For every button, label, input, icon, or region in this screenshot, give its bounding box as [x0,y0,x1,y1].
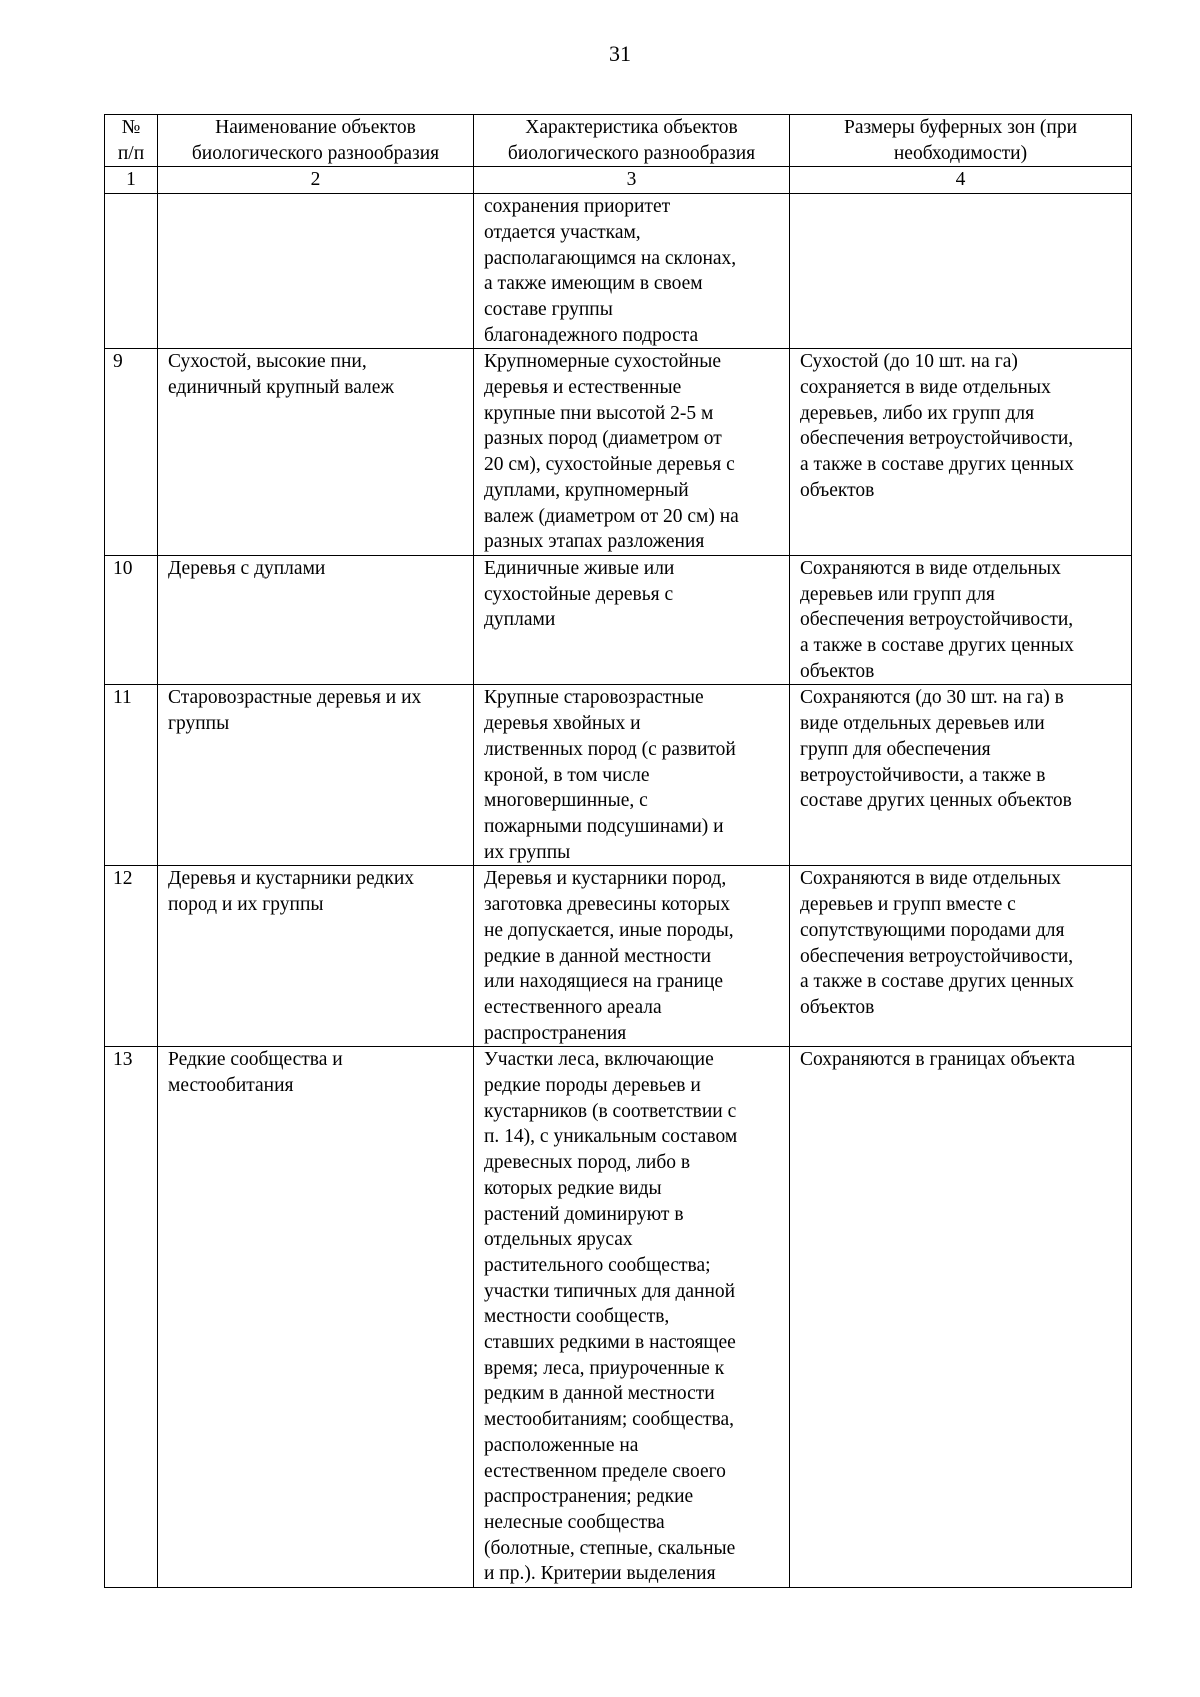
buffer-zone-cell [790,194,1132,349]
header-row [105,115,1132,167]
column-number: 2 [158,167,474,194]
header-number: № п/п [105,115,158,167]
object-name-cell [158,194,474,349]
buffer-zone-cell: Сухостой (до 10 шт. на га) сохраняется в виде отдельных деревьев, либо их групп для обеспечения ветроустойчивости, а также в составе других ценных объектов [790,349,1132,556]
column-number-row [105,167,1132,194]
biodiversity-objects-table [104,114,1132,1588]
object-name-cell: Сухостой, высокие пни, единичный крупный валеж [158,349,474,556]
characteristic-cell: Единичные живые или сухостойные деревья с дуплами [474,555,790,685]
characteristic-cell: Участки леса, включающие редкие породы деревьев и кустарников (в соответствии с п. 14), с уникальным составом древесных пород, либо в которых редкие виды растений доминируют в отдельных ярусах растительного сообщества; участки типичных для данной местности сообществ, ставших редкими в настоящее время; леса, приуроченные к редким в данной местности местообитаниям; сообщества, расположенные на естественном пределе своего распространения; редкие нелесные сообщества (болотные, степные, скальные и пр.). Критерии выделения [474,1047,790,1588]
buffer-zone-cell: Сохраняются в границах объекта [790,1047,1132,1588]
row-number: 9 [105,349,158,556]
row-number: 12 [105,866,158,1047]
header-characteristic: Характеристика объектов биологического разнообразия [474,115,790,167]
characteristic-cell: Крупные старовозрастные деревья хвойных и лиственных пород (с развитой кроной, в том числе многовершинные, с пожарными подсушинами) и их группы [474,685,790,866]
row-number: 13 [105,1047,158,1588]
object-name-cell: Деревья и кустарники редких пород и их группы [158,866,474,1047]
object-name-cell: Деревья с дуплами [158,555,474,685]
buffer-zone-cell: Сохраняются (до 30 шт. на га) в виде отдельных деревьев или групп для обеспечения ветроустойчивости, а также в составе других ценных объектов [790,685,1132,866]
object-name-cell: Редкие сообщества и местообитания [158,1047,474,1588]
row-number [105,194,158,349]
header-object-name: Наименование объектов биологического разнообразия [158,115,474,167]
characteristic-cell: Деревья и кустарники пород, заготовка древесины которых не допускается, иные породы, редкие в данной местности или находящиеся на границе естественного ареала распространения [474,866,790,1047]
row-number: 10 [105,555,158,685]
row-number: 11 [105,685,158,866]
column-number: 3 [474,167,790,194]
buffer-zone-cell: Сохраняются в виде отдельных деревьев и групп вместе с сопутствующими породами для обеспечения ветроустойчивости, а также в составе других ценных объектов [790,866,1132,1047]
column-number: 4 [790,167,1132,194]
table-row [105,349,1132,556]
page-number: 31 [609,41,631,66]
object-name-cell: Старовозрастные деревья и их группы [158,685,474,866]
table-row [105,555,1132,685]
table-row [105,866,1132,1047]
characteristic-cell: Крупномерные сухостойные деревья и естественные крупные пни высотой 2-5 м разных пород (диаметром от 20 см), сухостойные деревья с дуплами, крупномерный валеж (диаметром от 20 см) на разных этапах разложения [474,349,790,556]
table-row [105,194,1132,349]
buffer-zone-cell: Сохраняются в виде отдельных деревьев или групп для обеспечения ветроустойчивости, а также в составе других ценных объектов [790,555,1132,685]
table-row [105,1047,1132,1588]
table-row [105,685,1132,866]
column-number: 1 [105,167,158,194]
characteristic-cell: сохранения приоритет отдается участкам, располагающимся на склонах, а также имеющим в своем составе группы благонадежного подроста [474,194,790,349]
header-buffer-zone: Размеры буферных зон (при необходимости) [790,115,1132,167]
